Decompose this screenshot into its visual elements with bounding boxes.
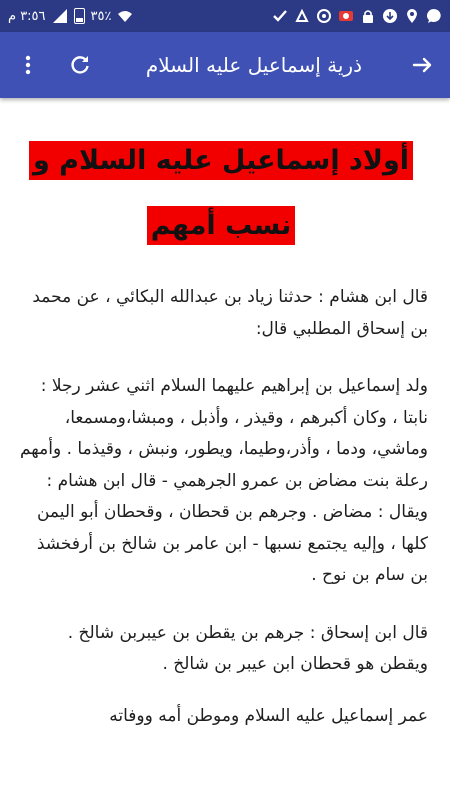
location-icon: [404, 8, 420, 24]
lock-icon: [360, 8, 376, 24]
download-icon: [382, 8, 398, 24]
more-vert-icon: [16, 53, 40, 77]
article-heading: [14, 130, 428, 260]
back-button[interactable]: [402, 45, 442, 85]
battery-icon: [74, 8, 85, 24]
article-paragraph: ولد إسماعيل بن إبراهيم عليهما السلام اثني عشر رجلا : نابتا ، وكان أكبرهم ، وقيذر ، وأذبل ، ومبشا،ومسمعا، وماشي، ودما ، وأذر،وطيما، ويطور، ونبش ، وقيذما . وأمهم رعلة بنت مضاض بن عمرو الجرهمي - قال ابن هشام : ويقال : مضاض . وجرهم بن قحطان ، وقحطان أبو اليمن كلها ، وإليه يجتمع نسبها - ابن عامر بن شالخ بن أرفخشذ بن سام بن نوح .: [19, 376, 428, 585]
refresh-button[interactable]: [60, 45, 100, 85]
headphones-icon: [316, 8, 332, 24]
clock: ٣:٥٦ م: [8, 8, 46, 24]
signal-icon: [52, 8, 68, 24]
back-arrow-icon: [410, 53, 434, 77]
article-paragraph: عمر إسماعيل عليه السلام وموطن أمه ووفاته: [109, 705, 428, 726]
app-bar: [0, 32, 450, 98]
status-bar: [0, 0, 450, 32]
refresh-icon: [68, 53, 92, 77]
app-title: ذرية إسماعيل عليه السلام: [145, 53, 362, 77]
status-bar-left: [8, 8, 133, 24]
article-paragraph: قال ابن هشام : حدثنا زياد بن عبدالله البكائي ، عن محمد بن إسحاق المطلبي قال:: [32, 287, 428, 339]
article-heading-text: أولاد إسماعيل عليه السلام و نسب أمهم: [29, 141, 413, 245]
overflow-menu-button[interactable]: [8, 45, 48, 85]
vpn-icon: [294, 8, 310, 24]
status-bar-right: [272, 8, 442, 24]
article-content[interactable]: [0, 98, 450, 800]
messenger-icon: [426, 8, 442, 24]
screen-record-icon: [338, 8, 354, 24]
wifi-icon: [117, 8, 133, 24]
article-paragraph: قال ابن إسحاق : جرهم بن يقطن بن عيبربن شالخ . ويقطن هو قحطان ابن عيبر بن شالخ .: [67, 622, 428, 674]
checkmark-icon: [272, 8, 288, 24]
battery-percent: ٣٥٪: [90, 8, 112, 24]
